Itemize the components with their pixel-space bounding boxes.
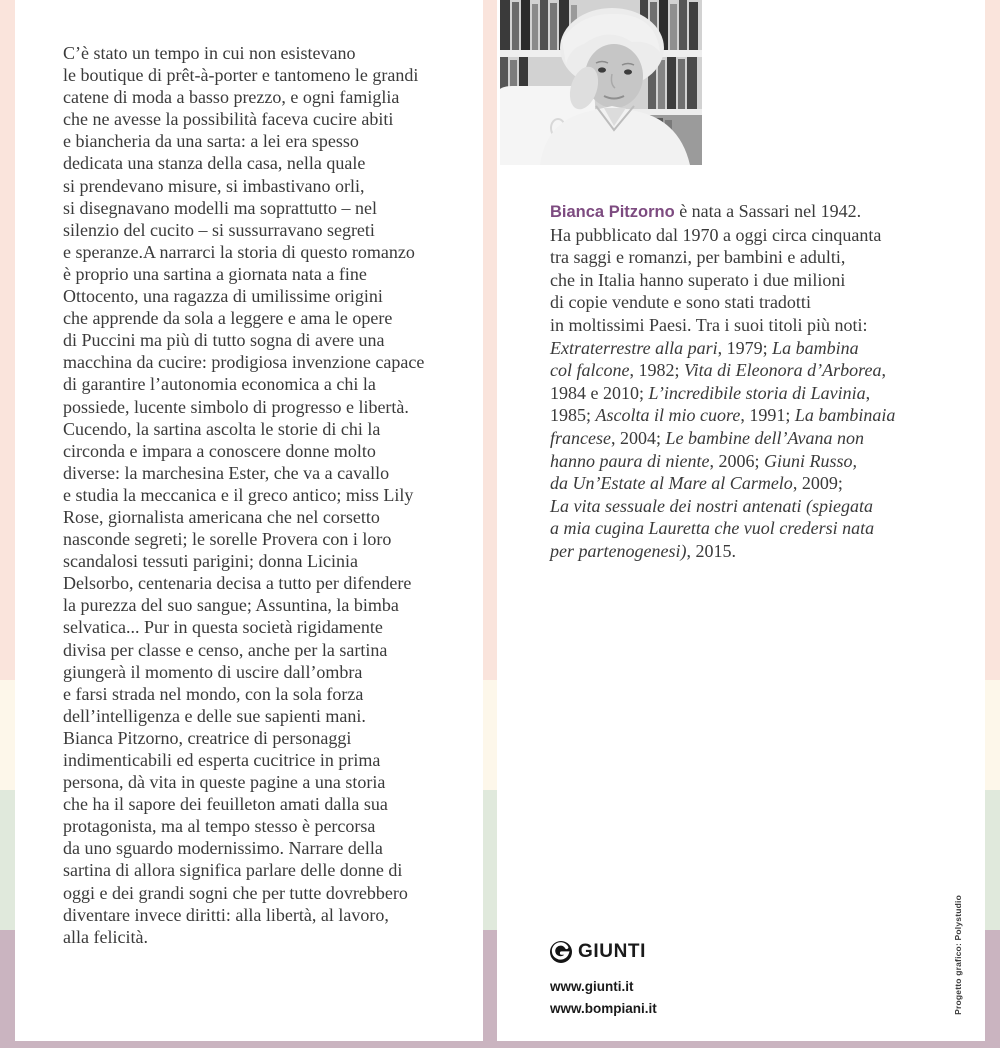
text-segment: per partenogenesi) bbox=[550, 540, 687, 561]
text-segment: La bambinaia bbox=[794, 405, 896, 426]
stripe-band-pink bbox=[0, 0, 15, 680]
text-line: alla felicità. bbox=[63, 926, 148, 947]
text-line bbox=[550, 200, 980, 224]
text-line: Rose, giornalista americana che nel corsetto bbox=[63, 506, 380, 527]
text-line: che apprende da sola a leggere e ama le opere bbox=[63, 308, 393, 329]
text-segment: La bambina bbox=[772, 337, 859, 358]
text-line: da uno sguardo modernissimo. Narrare della bbox=[63, 838, 383, 859]
stripe-band-pink bbox=[985, 0, 1000, 680]
text-line: e studia la meccanica e il greco antico; miss Lily bbox=[63, 484, 414, 505]
text-line bbox=[550, 291, 980, 314]
stripe-band-green bbox=[985, 790, 1000, 930]
text-line bbox=[550, 427, 980, 450]
text-line: e biancheria da una sarta: a lei era spesso bbox=[63, 131, 359, 152]
text-line: diventare invece diritti: alla libertà, al lavoro, bbox=[63, 904, 389, 925]
text-line: oggi e dei grandi sogni che per tutte dovrebbero bbox=[63, 882, 408, 903]
text-segment: Giuni Russo, bbox=[764, 450, 858, 471]
text-segment: francese bbox=[550, 427, 611, 448]
text-segment: in moltissimi Paesi. Tra i suoi titoli più noti: bbox=[550, 314, 868, 335]
text-line bbox=[550, 472, 980, 495]
text-line: dedicata una stanza della casa, nella quale bbox=[63, 153, 366, 174]
text-segment: , 1982; bbox=[629, 360, 684, 381]
text-segment: che in Italia hanno superato i due milioni bbox=[550, 269, 846, 290]
text-line bbox=[550, 314, 980, 337]
text-line bbox=[550, 382, 980, 405]
text-line: sartina di allora significa parlare delle donne di bbox=[63, 860, 403, 881]
text-line: dell’intelligenza e delle sue sapienti mani. bbox=[63, 705, 366, 726]
publisher-websites bbox=[550, 976, 657, 1020]
text-line bbox=[550, 495, 980, 518]
text-line: Ottocento, una ragazza di umilissime origini bbox=[63, 286, 383, 307]
text-line: nasconde segreti; le sorelle Provera con i loro bbox=[63, 529, 392, 550]
text-line: Cucendo, la sartina ascolta le storie di chi la bbox=[63, 418, 381, 439]
text-line: e farsi strada nel mondo, con la sola forza bbox=[63, 683, 364, 704]
stripe-band-green bbox=[483, 790, 497, 930]
author-photo bbox=[500, 0, 702, 165]
text-line bbox=[550, 517, 980, 540]
stripe-band-ivory bbox=[483, 680, 497, 790]
text-line: C’è stato un tempo in cui non esistevano bbox=[63, 43, 356, 63]
text-segment: , 2009; bbox=[792, 473, 843, 494]
text-line: selvatica... Pur in questa società rigidamente bbox=[63, 617, 383, 638]
text-segment: , 1991; bbox=[740, 405, 795, 426]
text-line: di Puccini ma più di tutto sogna di avere una bbox=[63, 330, 385, 351]
text-line: divisa per classe e censo, anche per la sartina bbox=[63, 639, 388, 660]
text-line bbox=[550, 404, 980, 427]
text-segment: di copie vendute e sono stati tradotti bbox=[550, 292, 811, 313]
author-bio bbox=[550, 200, 980, 563]
color-stripe-right bbox=[985, 0, 1000, 1048]
text-line: circonda e impara a conoscere donne molto bbox=[63, 440, 376, 461]
text-segment: 1984 e 2010; bbox=[550, 382, 649, 403]
text-line: e speranze.A narrarci la storia di questo romanzo bbox=[63, 241, 415, 262]
stripe-band-mauve bbox=[0, 930, 15, 1048]
text-line: scandalosi tessuti parigini; donna Licinia bbox=[63, 551, 358, 572]
text-line: possiede, lucente simbolo di progresso e libertà. bbox=[63, 396, 409, 417]
text-line: si prendevano misure, si imbastivano orli, bbox=[63, 175, 365, 196]
color-stripe-middle bbox=[483, 0, 497, 1048]
stripe-band-mauve bbox=[483, 930, 497, 1048]
text-line bbox=[550, 359, 980, 382]
text-line: che ha il sapore dei feuilleton amati dalla sua bbox=[63, 794, 388, 815]
text-line: è proprio una sartina a giornata nata a fine bbox=[63, 263, 367, 284]
stripe-band-ivory bbox=[985, 680, 1000, 790]
text-segment: col falcone bbox=[550, 360, 630, 381]
bottom-color-band bbox=[0, 1041, 1000, 1048]
design-credit: Progetto grafico: Polystudio bbox=[953, 895, 963, 1015]
text-line bbox=[550, 224, 980, 247]
text-line: giungerà il momento di uscire dall’ombra bbox=[63, 661, 363, 682]
text-line: persona, dà vita in queste pagine a una storia bbox=[63, 772, 386, 793]
text-segment: è nata a Sassari nel 1942. bbox=[674, 201, 862, 221]
text-segment: , bbox=[881, 360, 886, 381]
text-line: Delsorbo, centenaria decisa a tutto per difendere bbox=[63, 573, 412, 594]
text-segment: , 2015. bbox=[686, 540, 736, 561]
text-segment: Ascolta il mio cuore bbox=[595, 405, 741, 426]
text-line bbox=[550, 269, 980, 292]
text-line: di garantire l’autonomia economica a chi la bbox=[63, 374, 376, 395]
stripe-band-pink bbox=[483, 0, 497, 680]
text-line bbox=[550, 337, 980, 360]
text-segment: L’incredibile storia di Lavinia bbox=[648, 382, 866, 403]
text-segment: tra saggi e romanzi, per bambini e adulti, bbox=[550, 247, 846, 268]
text-line: catene di moda a basso prezzo, e ogni famiglia bbox=[63, 87, 400, 108]
text-line: macchina da cucire: prodigiosa invenzione capace bbox=[63, 352, 425, 373]
publisher-name: GIUNTI bbox=[578, 941, 646, 962]
text-segment: , bbox=[865, 382, 871, 403]
website-giunti: www.giunti.it bbox=[550, 979, 634, 994]
text-segment: Ha pubblicato dal 1970 a oggi circa cinquanta bbox=[550, 224, 882, 245]
color-stripe-left bbox=[0, 0, 15, 1048]
text-line: indimenticabili ed esperta cucitrice in prima bbox=[63, 750, 381, 770]
text-segment: da Un’Estate al Mare al Carmelo bbox=[550, 473, 793, 494]
text-segment: 1985; bbox=[550, 405, 596, 426]
stripe-band-green bbox=[0, 790, 15, 930]
text-segment: a mia cugina Lauretta che vuol credersi nata bbox=[550, 518, 875, 539]
giunti-logo-icon bbox=[550, 941, 572, 963]
text-segment: Vita di Eleonora d’Arborea bbox=[684, 360, 882, 381]
stripe-band-mauve bbox=[985, 930, 1000, 1048]
text-segment: hanno paura di niente bbox=[550, 450, 710, 471]
text-line: protagonista, ma al tempo stesso è percorsa bbox=[63, 816, 376, 837]
text-segment: , 1979; bbox=[717, 337, 773, 358]
text-segment: Le bambine dell’Avana non bbox=[665, 427, 864, 448]
author-photo-illustration bbox=[500, 0, 702, 165]
text-segment: La vita sessuale dei nostri antenati (spiegata bbox=[550, 495, 873, 516]
stripe-band-ivory bbox=[0, 680, 15, 790]
publisher-block bbox=[550, 941, 657, 1020]
author-name-highlight: Bianca Pitzorno bbox=[550, 203, 675, 221]
text-line: Bianca Pitzorno, creatrice di personaggi bbox=[63, 727, 352, 748]
text-line bbox=[550, 246, 980, 269]
text-line: diverse: la marchesina Ester, che va a cavallo bbox=[63, 462, 390, 483]
text-line: la purezza del suo sangue; Assuntina, la bimba bbox=[63, 595, 399, 616]
website-bompiani: www.bompiani.it bbox=[550, 1001, 657, 1016]
text-segment: , 2004; bbox=[610, 427, 666, 448]
publisher-logo bbox=[550, 941, 657, 963]
text-line bbox=[550, 540, 980, 563]
text-line: che ne avesse la possibilità faceva cucire abiti bbox=[63, 109, 394, 130]
flap-synopsis-text bbox=[63, 42, 483, 948]
text-line: le boutique di prêt-à-porter e tantomeno le grandi bbox=[63, 65, 419, 86]
text-line: silenzio del cucito – si sussurravano segreti bbox=[63, 219, 375, 240]
text-line: si disegnavano modelli ma soprattutto – nel bbox=[63, 197, 377, 218]
text-segment: Extraterrestre alla pari bbox=[550, 337, 718, 358]
text-segment: , 2006; bbox=[709, 450, 765, 471]
text-line bbox=[550, 450, 980, 473]
